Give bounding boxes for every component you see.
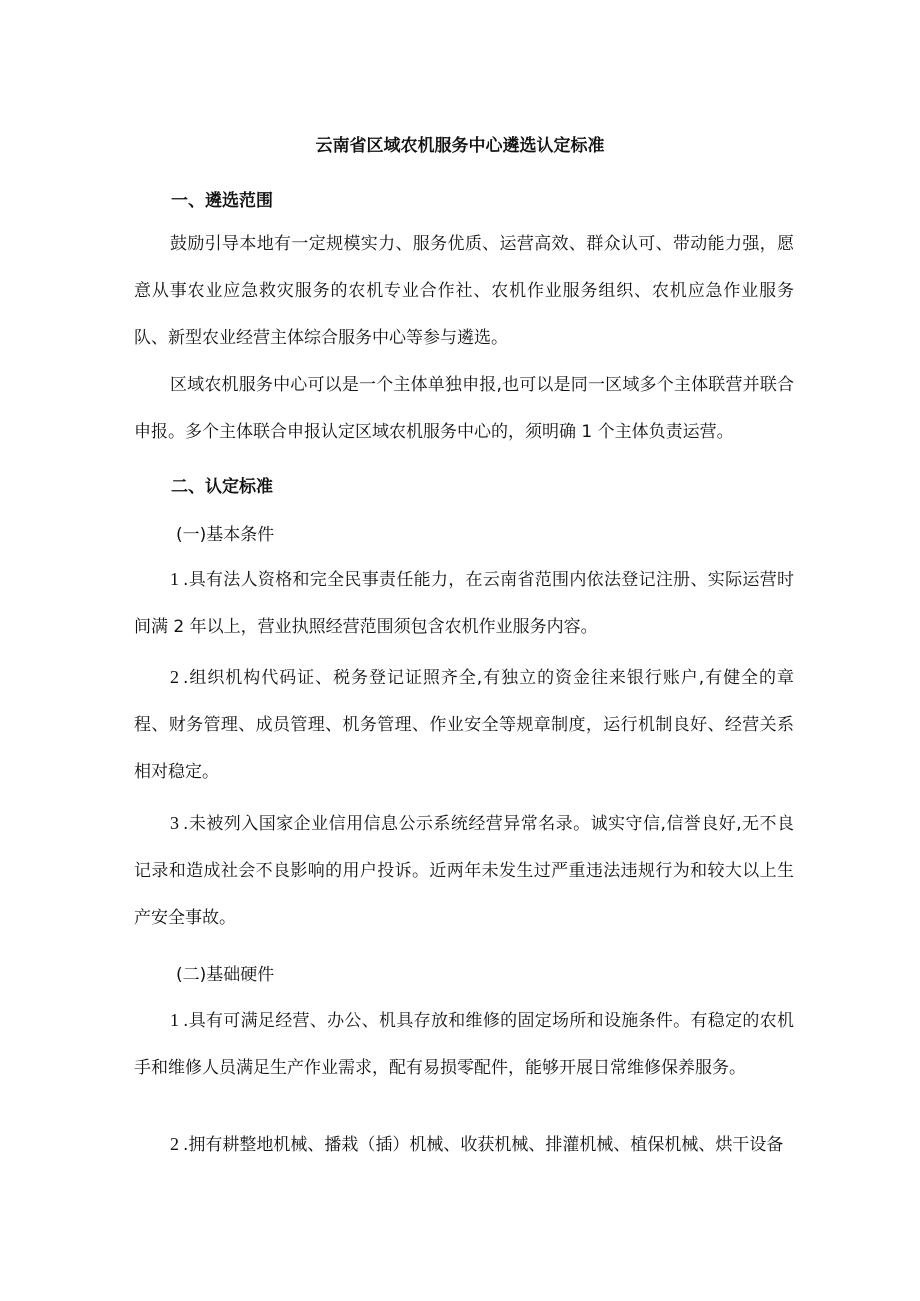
item-text: .具有可满足经营、办公、机具存放和维修的固定场所和设施条件。有稳定的农机手和维修人员满足生产作业需求，配有易损零配件，能够开展日常维修保养服务。 xyxy=(134,1011,794,1078)
item-number: 2 xyxy=(170,667,179,687)
subsection-basic-hardware: (二)基础硬件 xyxy=(176,965,275,985)
subsection-basic-conditions: (一)基本条件 xyxy=(176,525,275,545)
list-item-credit xyxy=(134,800,794,942)
list-item-legal-entity xyxy=(134,556,794,651)
list-item-certificates xyxy=(134,654,794,796)
list-item-machinery xyxy=(134,1121,794,1169)
item-number: 3 xyxy=(170,813,179,833)
item-number: 1 xyxy=(170,569,179,589)
item-number: 1 xyxy=(170,1010,179,1030)
item-text: .具有法人资格和完全民事责任能力，在云南省范围内依法登记注册、实际运营时间满 2 年以上，营业执照经营范围须包含农机作业服务内容。 xyxy=(134,570,794,637)
item-text: .拥有耕整地机械、播栽（插）机械、收获机械、排灌机械、植保机械、烘干设备 xyxy=(183,1135,784,1155)
paragraph-joint-application: 区域农机服务中心可以是一个主体单独申报,也可以是同一区域多个主体联营并联合申报。多个主体联合申报认定区域农机服务中心的，须明确 1 个主体负责运营。 xyxy=(134,375,794,442)
item-text: .未被列入国家企业信用信息公示系统经营异常名录。诚实守信,信誉良好,无不良记录和造成社会不良影响的用户投诉。近两年未发生过严重违法违规行为和较大以上生产安全事故。 xyxy=(134,814,794,928)
list-item-facilities xyxy=(134,997,794,1092)
document-title: 云南省区域农机服务中心遴选认定标准 xyxy=(315,136,605,156)
section-heading-scope: 一、遴选范围 xyxy=(171,191,273,211)
paragraph-scope-intro: 鼓励引导本地有一定规模实力、服务优质、运营高效、群众认可、带动能力强，愿意从事农业应急救灾服务的农机专业合作社、农机作业服务组织、农机应急作业服务队、新型农业经营主体综合服务中心等参与遴选。 xyxy=(134,234,794,348)
item-number: 2 xyxy=(170,1134,179,1154)
item-text: .组织机构代码证、税务登记证照齐全,有独立的资金往来银行账户,有健全的章程、财务管理、成员管理、机务管理、作业安全等规章制度，运行机制良好、经营关系相对稳定。 xyxy=(134,668,794,782)
section-heading-criteria: 二、认定标准 xyxy=(171,477,273,497)
